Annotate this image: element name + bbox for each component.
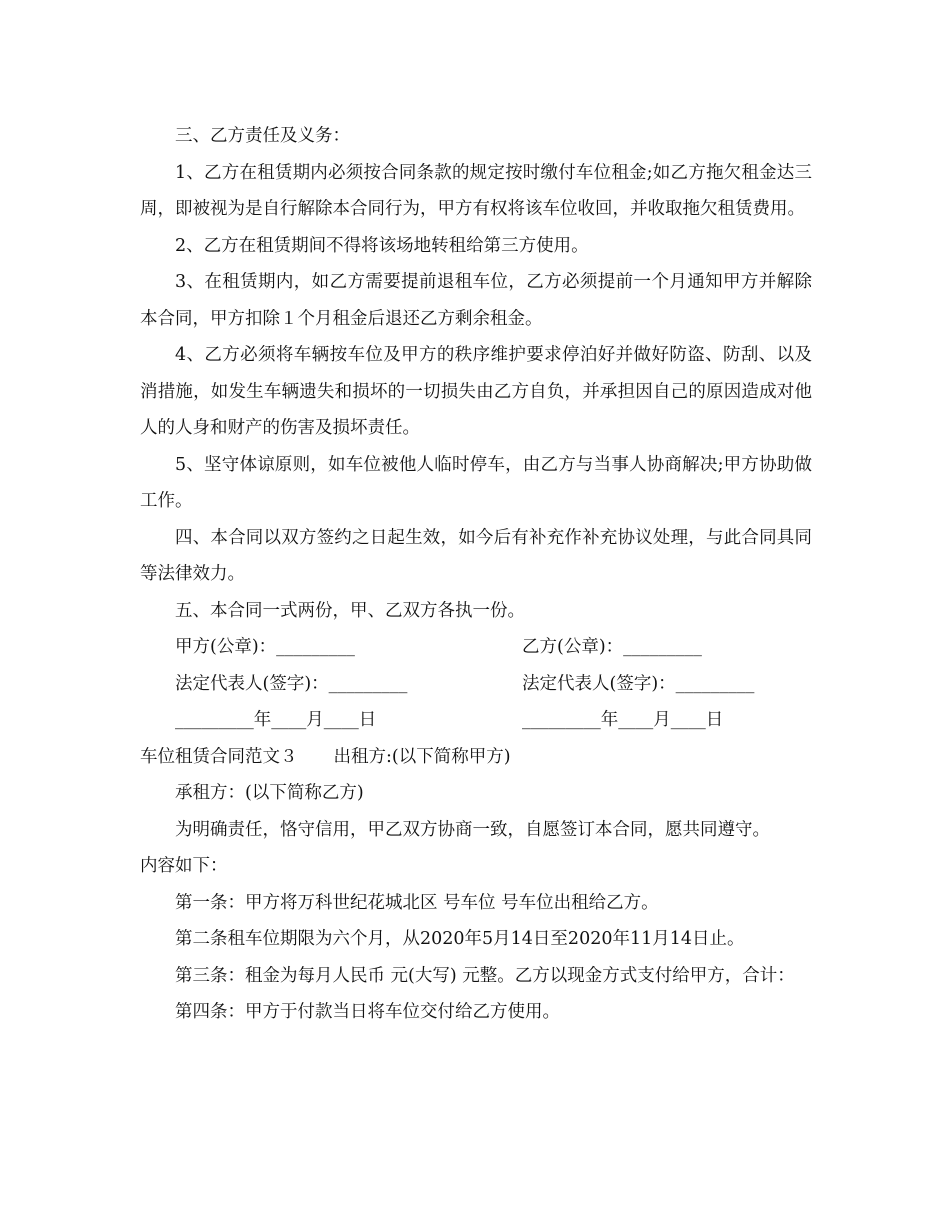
signature-row-representative <box>140 666 812 703</box>
contract-3-title-line <box>140 739 812 776</box>
contract-3-lessee: 承租方：(以下简称乙方) <box>175 783 364 803</box>
signature-row-seal <box>140 629 812 666</box>
contract-3-article-3: 第三条：租金为每月人民币 元(大写) 元整。乙方以现金方式支付给甲方，合计： <box>175 965 795 986</box>
party-a-date: _________年____月____日 <box>175 710 377 730</box>
contract-3-preamble-line-1: 为明确责任，恪守信用，甲乙双方协商一致，自愿签订本合同，愿共同遵守。 <box>175 819 770 840</box>
section-5: 五、本合同一式两份，甲、乙双方各执一份。 <box>175 600 525 621</box>
party-a-seal: 甲方(公章)：_________ <box>175 637 355 657</box>
contract-3-title: 车位租赁合同范文３ <box>140 746 298 767</box>
section-3-item-4: 4、乙方必须将车辆按车位及甲方的秩序维护要求停泊好并做好防盗、防刮、以及消措施，如发生车辆遗失和损坏的一切损失由乙方自负，并承担因自己的原因造成对他人的人身和财产的伤害及损坏责任。 <box>140 345 812 438</box>
section-3-item-1: 1、乙方在租赁期内必须按合同条款的规定按时缴付车位租金;如乙方拖欠租金达三周，即被视为是自行解除本合同行为，甲方有权将该车位收回，并收取拖欠租赁费用。 <box>140 162 812 219</box>
contract-3-article-1: 第一条：甲方将万科世纪花城北区 号车位 号车位出租给乙方。 <box>175 892 659 913</box>
party-b-seal: 乙方(公章)：_________ <box>522 637 702 657</box>
contract-3-article-2: 第二条租车位期限为六个月，从2020年5月14日至2020年11月14日止。 <box>175 929 745 949</box>
contract-3-article-4: 第四条：甲方于付款当日将车位交付给乙方使用。 <box>175 1002 560 1022</box>
document-body <box>140 118 812 1031</box>
party-b-date: _________年____月____日 <box>522 710 724 730</box>
section-3-item-2: 2、乙方在租赁期间不得将该场地转租给第三方使用。 <box>175 235 589 256</box>
contract-3-lessor: 出租方:(以下简称甲方) <box>333 746 511 767</box>
section-3-heading: 三、乙方责任及义务： <box>175 126 350 146</box>
section-4: 四、本合同以双方签约之日起生效，如今后有补充作补充协议处理，与此合同具同等法律效力。 <box>140 527 812 584</box>
section-3-item-5: 5、坚守体谅原则，如车位被他人临时停车，由乙方与当事人协商解决;甲方协助做工作。 <box>140 454 812 511</box>
party-a-representative: 法定代表人(签字)：_________ <box>175 673 408 694</box>
party-b-representative: 法定代表人(签字)：_________ <box>522 673 755 694</box>
section-3-item-3: 3、在租赁期内，如乙方需要提前退租车位，乙方必须提前一个月通知甲方并解除本合同，甲方扣除１个月租金后退还乙方剩余租金。 <box>140 272 812 329</box>
signature-row-date <box>140 702 812 739</box>
contract-3-preamble-line-2: 内容如下： <box>140 856 228 876</box>
